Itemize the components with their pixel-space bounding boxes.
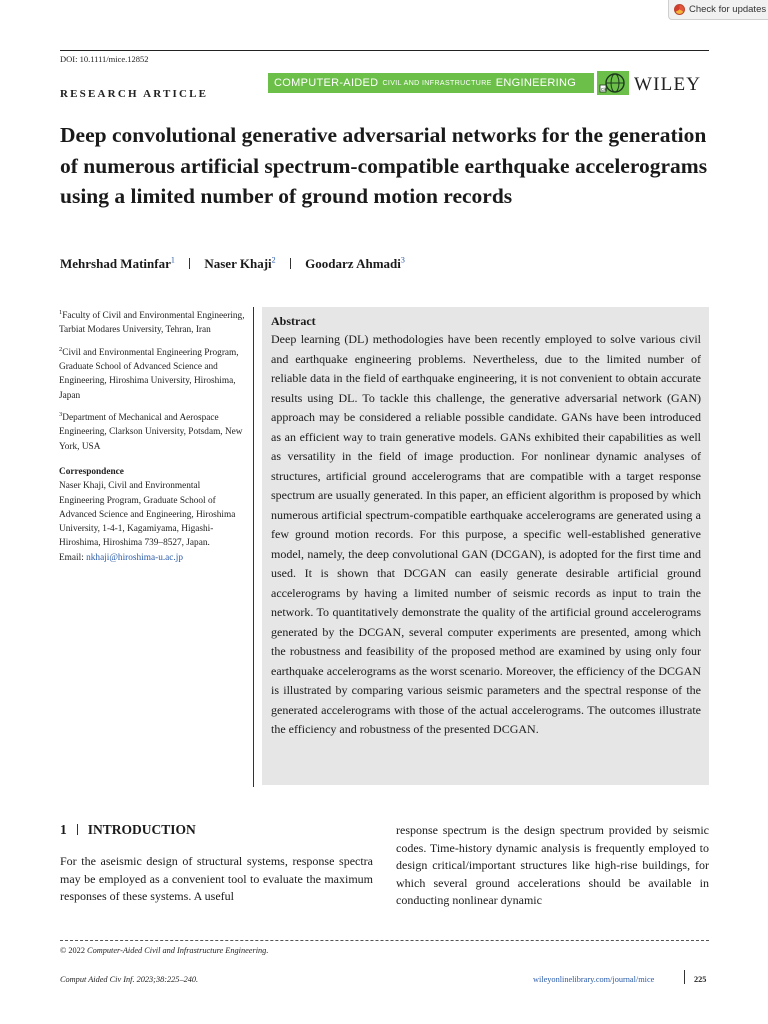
abstract-text: Deep learning (DL) methodologies have been recently employed to solve various civil and earthquake engineering problems. Nevertheless, due to the limited number of reliable data in the field of earthquake engineering, it is not convenient to obtain accurate results using DL. To tackle this challenge, the generative adversarial network (GAN) approach may be considered a reliable possible candidate. GANs have been introduced as an efficient way to train generative models. GANs exhibited their capabilities as well as versatility in the field of image production. For nonlinear dynamic analyses of structures, artificial ground accelerograms that are compatible with a target response spectrum are usually generated. In this paper, an efficient algorithm is proposed by which numerous artificial spectrum-compatible earthquake accelerograms are generated using a few ground motion records. For this purpose, a specific well-established generative model, namely, the deep convolutional GAN (DCGAN), is adopted for the first time and used. It is shown that DCGAN can easily generate desirable artificial ground accelerograms by having a limited number of seismic records as input to train the network. To quantitatively demonstrate the quality of the artificial ground accelerograms generated by the DCGAN, several computer experiments are presented, among which the robustness and feasibility of the proposed method are examined by using only four earthquake accelerograms as the worst scenario. Moreover, the efficiency of the DCGAN is illustrated by comparing various seismic parameters and the spectral response of the generated accelerograms with those of the actual accelerograms. The outcomes illustrate the efficiency and robustness of the presented DCGAN.	[271, 332, 701, 736]
correspondence-email-line: Email: nkhaji@hiroshima-u.ac.jp	[59, 552, 183, 563]
check-for-updates-label: Check for updates	[689, 4, 767, 15]
email-link[interactable]: nkhaji@hiroshima-u.ac.jp	[86, 552, 183, 563]
affiliation: $^2$Civil and Environmental Engineering Program, Graduate School of Advanced Science and Engineering, Hiroshima University, Hiroshima, Japan	[59, 345, 239, 401]
journal-name-part1: COMPUTER-AIDED	[274, 77, 379, 89]
section-title: INTRODUCTION	[87, 822, 196, 837]
svg-text:cie: cie	[601, 87, 608, 93]
doi[interactable]: DOI: 10.1111/mice.12852	[60, 54, 149, 64]
author-name[interactable]: Naser Khaji$^2$	[204, 256, 276, 272]
body-text-right: response spectrum is the design spectrum provided by seismic codes. Time-history dynamic analysis is frequently employed to design critical/important structures like high-rise buildings, for which several ground accelerations should be available in conducting nonlinear dynamic	[396, 823, 709, 908]
author-list	[60, 256, 405, 272]
section-separator	[77, 824, 78, 835]
copyright: © 2022 Computer-Aided Civil and Infrastructure Engineering.	[60, 946, 269, 955]
check-for-updates-button[interactable]	[668, 0, 768, 20]
column-divider	[253, 307, 254, 787]
footer-rule	[60, 940, 709, 941]
affiliation: $^3$Department of Mechanical and Aerospace Engineering, Clarkson University, Potsdam, New York, USA	[59, 410, 243, 452]
page-number: 225	[694, 975, 707, 984]
author-name[interactable]: Goodarz Ahmadi$^3$	[305, 256, 405, 272]
article-title: Deep convolutional generative adversarial networks for the generation of numerous artificial spectrum-compatible earthquake accelerograms using a limited number of ground motion records	[60, 123, 708, 208]
journal-name-part3: ENGINEERING	[495, 77, 577, 89]
article-type: RESEARCH ARTICLE	[60, 88, 209, 100]
journal-name-part2: CIVIL AND INFRASTRUCTURE	[382, 79, 492, 87]
section-heading	[60, 822, 196, 838]
affiliations-column	[59, 306, 245, 570]
author-separator	[189, 258, 190, 269]
correspondence-heading: Correspondence	[59, 466, 124, 477]
section-number: 1	[60, 822, 67, 837]
citation: Comput Aided Civ Inf. 2023;38:225–240.	[60, 975, 199, 984]
publisher-logo: WILEY	[634, 74, 702, 95]
header-rule	[60, 50, 709, 51]
journal-banner	[268, 73, 594, 93]
author-name[interactable]: Mehrshad Matinfar$^1$	[60, 256, 175, 272]
body-text-left: For the aseismic design of structural systems, response spectra may be employed as a convenient tool to evaluate the maximum responses of these systems. A useful	[60, 854, 373, 904]
crossmark-icon	[674, 4, 685, 15]
affiliation: $^1$Faculty of Civil and Environmental Engineering, Tarbiat Modares University, Tehran, Iran	[59, 309, 245, 336]
correspondence-text: Naser Khaji, Civil and Environmental Engineering Program, Graduate School of Advanced Science and Engineering, Hiroshima University, 1-4-1, Kagamiyama, Higashi-Hiroshima, Hiroshima 739–8527, Japan.	[59, 481, 236, 549]
footer-divider	[684, 970, 685, 984]
abstract-box	[262, 307, 709, 785]
journal-logo-icon	[597, 71, 629, 95]
author-separator	[290, 258, 291, 269]
abstract-heading: Abstract	[271, 314, 316, 328]
journal-url-link[interactable]: wileyonlinelibrary.com/journal/mice	[533, 975, 655, 984]
